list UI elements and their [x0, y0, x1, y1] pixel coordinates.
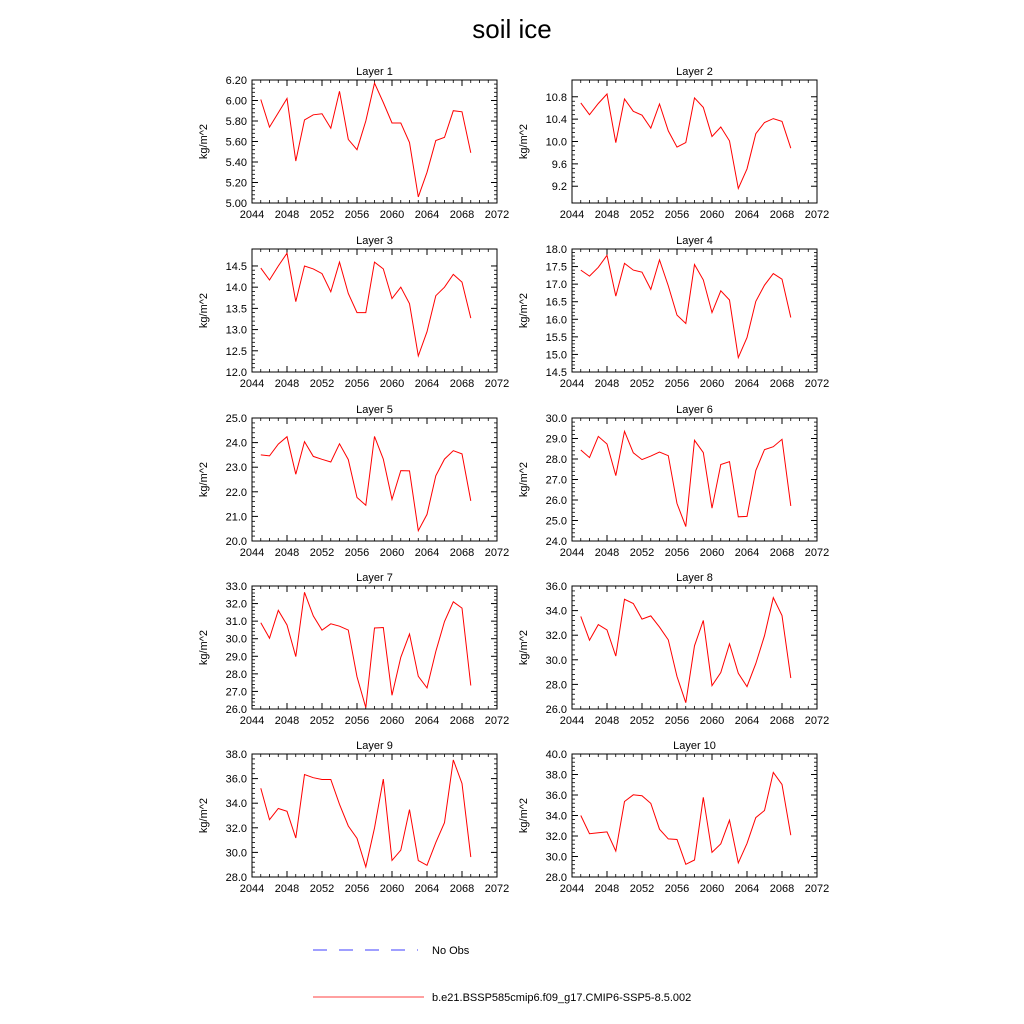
series-line	[261, 253, 471, 356]
x-tick-label: 2044	[559, 547, 585, 559]
x-tick-label: 2068	[449, 209, 475, 221]
x-tick-label: 2072	[484, 378, 510, 390]
y-tick-label: 27.0	[545, 474, 567, 487]
y-tick-label: 28.0	[545, 454, 567, 466]
panel-layer-9	[198, 740, 509, 895]
panel-layer-10	[518, 740, 829, 895]
panel-title: Layer 1	[356, 66, 393, 78]
x-tick-label: 2052	[629, 715, 655, 727]
y-tick-label: 25.0	[545, 515, 567, 528]
x-tick-label: 2048	[594, 209, 620, 221]
x-tick-label: 2052	[309, 209, 335, 221]
x-tick-label: 2044	[559, 209, 585, 221]
x-tick-label: 2052	[309, 378, 335, 390]
panel-title: Layer 10	[673, 740, 716, 752]
y-tick-label: 24.0	[545, 536, 567, 548]
y-tick-label: 32.0	[225, 598, 247, 611]
y-tick-label: 31.0	[225, 616, 247, 629]
x-tick-label: 2056	[344, 715, 370, 727]
x-tick-label: 2048	[594, 547, 620, 559]
x-tick-label: 2048	[274, 715, 300, 727]
y-tick-label: 34.0	[545, 605, 567, 618]
legend-model-label: b.e21.BSSP585cmip6.f09_g17.CMIP6-SSP5-8.5.002	[432, 992, 692, 1004]
y-tick-label: 30.0	[225, 633, 247, 646]
x-tick-label: 2056	[344, 883, 370, 895]
y-tick-label: 12.5	[225, 345, 247, 358]
panel-title: Layer 3	[356, 235, 393, 247]
y-tick-label: 29.0	[225, 651, 247, 664]
series-line	[581, 94, 791, 189]
y-tick-label: 10.4	[545, 114, 567, 127]
x-tick-label: 2072	[804, 883, 830, 895]
y-tick-label: 30.0	[225, 847, 247, 860]
series-line	[261, 436, 471, 530]
y-tick-label: 17.0	[545, 279, 567, 292]
panel-layer-7	[198, 572, 509, 727]
y-tick-label: 30.0	[545, 413, 567, 425]
y-tick-label: 14.5	[545, 367, 567, 379]
y-tick-label: 14.0	[225, 282, 247, 295]
x-tick-label: 2072	[484, 547, 510, 559]
y-tick-label: 38.0	[545, 769, 567, 782]
y-tick-label: 34.0	[225, 798, 247, 811]
x-tick-label: 2068	[449, 715, 475, 727]
y-tick-label: 22.0	[225, 486, 247, 499]
chart-title: soil ice	[472, 14, 552, 44]
x-tick-label: 2068	[769, 209, 795, 221]
panel-layer-6	[518, 404, 829, 559]
x-tick-label: 2044	[559, 883, 585, 895]
y-tick-label: 10.0	[545, 136, 567, 149]
x-tick-label: 2064	[414, 547, 440, 559]
x-tick-label: 2064	[734, 883, 760, 895]
x-tick-label: 2060	[379, 209, 405, 221]
panel-title: Layer 8	[676, 572, 713, 584]
y-tick-label: 26.0	[545, 495, 567, 507]
x-tick-label: 2052	[309, 883, 335, 895]
y-tick-label: 9.2	[551, 181, 567, 194]
x-tick-label: 2064	[734, 378, 760, 390]
y-tick-label: 15.0	[545, 349, 567, 362]
y-tick-label: 20.0	[225, 536, 247, 548]
y-tick-label: 5.40	[225, 157, 247, 169]
x-tick-label: 2044	[559, 378, 585, 390]
x-tick-label: 2056	[344, 209, 370, 221]
series-line	[581, 772, 791, 864]
series-line	[581, 255, 791, 357]
x-tick-label: 2056	[664, 715, 690, 727]
x-tick-label: 2060	[379, 883, 405, 895]
y-tick-label: 13.5	[225, 303, 247, 316]
y-tick-label: 32.0	[225, 822, 247, 835]
panel-layer-5	[198, 404, 509, 559]
x-tick-label: 2052	[629, 547, 655, 559]
y-tick-label: 33.0	[225, 581, 247, 593]
x-tick-label: 2052	[309, 547, 335, 559]
y-axis-label: kg/m^2	[518, 797, 530, 834]
panel-title: Layer 9	[356, 740, 393, 752]
legend-obs-label: No Obs	[432, 945, 470, 957]
y-tick-label: 9.6	[551, 158, 567, 171]
x-tick-label: 2056	[664, 378, 690, 390]
panel-layer-1	[198, 66, 509, 221]
y-tick-label: 23.0	[225, 462, 247, 475]
x-tick-label: 2064	[734, 547, 760, 559]
x-tick-label: 2044	[559, 715, 585, 727]
y-axis-label: kg/m^2	[198, 629, 210, 666]
y-tick-label: 30.0	[545, 851, 567, 864]
y-tick-label: 28.0	[545, 872, 567, 884]
y-tick-label: 13.0	[225, 324, 247, 337]
y-tick-label: 5.80	[225, 116, 247, 128]
series-line	[261, 592, 471, 707]
x-tick-label: 2052	[629, 209, 655, 221]
y-tick-label: 16.5	[545, 296, 567, 309]
plot-frame	[252, 249, 497, 372]
panel-title: Layer 2	[676, 66, 713, 78]
x-tick-label: 2060	[379, 378, 405, 390]
y-axis-label: kg/m^2	[198, 797, 210, 834]
panel-layer-4	[518, 235, 829, 390]
x-tick-label: 2064	[734, 209, 760, 221]
x-tick-label: 2048	[594, 883, 620, 895]
x-tick-label: 2072	[804, 378, 830, 390]
y-tick-label: 14.5	[225, 260, 247, 273]
x-tick-label: 2068	[769, 378, 795, 390]
x-tick-label: 2048	[594, 378, 620, 390]
y-tick-label: 26.0	[545, 704, 567, 716]
x-tick-label: 2060	[379, 547, 405, 559]
x-tick-label: 2060	[699, 378, 725, 390]
x-tick-label: 2044	[239, 209, 265, 221]
y-tick-label: 38.0	[225, 749, 247, 761]
y-tick-label: 5.20	[225, 177, 247, 190]
series-line	[581, 431, 791, 526]
x-tick-label: 2068	[449, 883, 475, 895]
panel-title: Layer 5	[356, 404, 393, 416]
y-tick-label: 29.0	[545, 433, 567, 446]
series-line	[261, 83, 471, 197]
plot-frame	[572, 418, 817, 541]
x-tick-label: 2048	[274, 378, 300, 390]
x-tick-label: 2060	[699, 883, 725, 895]
y-axis-label: kg/m^2	[518, 292, 530, 329]
x-tick-label: 2064	[734, 715, 760, 727]
y-tick-label: 28.0	[225, 668, 247, 681]
y-tick-label: 26.0	[225, 704, 247, 716]
x-tick-label: 2068	[769, 883, 795, 895]
y-axis-label: kg/m^2	[198, 123, 210, 160]
x-tick-label: 2048	[274, 883, 300, 895]
y-tick-label: 27.0	[225, 686, 247, 699]
y-tick-label: 32.0	[545, 831, 567, 843]
y-tick-label: 6.20	[225, 75, 247, 87]
y-tick-label: 34.0	[545, 810, 567, 823]
x-tick-label: 2044	[239, 378, 265, 390]
x-tick-label: 2060	[379, 715, 405, 727]
series-line	[581, 598, 791, 703]
y-tick-label: 36.0	[545, 581, 567, 593]
plot-frame	[252, 586, 497, 709]
x-tick-label: 2052	[309, 715, 335, 727]
y-tick-label: 6.00	[225, 95, 247, 108]
y-tick-label: 5.00	[225, 198, 247, 210]
panel-layer-2	[518, 66, 829, 221]
x-tick-label: 2060	[699, 715, 725, 727]
x-tick-label: 2044	[239, 547, 265, 559]
y-axis-label: kg/m^2	[198, 461, 210, 498]
y-tick-label: 28.0	[545, 679, 567, 692]
x-tick-label: 2072	[484, 209, 510, 221]
x-tick-label: 2068	[449, 378, 475, 390]
y-tick-label: 36.0	[545, 790, 567, 802]
x-tick-label: 2048	[274, 209, 300, 221]
x-tick-label: 2072	[804, 209, 830, 221]
y-axis-label: kg/m^2	[518, 123, 530, 160]
x-tick-label: 2060	[699, 547, 725, 559]
panel-title: Layer 4	[676, 235, 713, 247]
x-tick-label: 2064	[414, 378, 440, 390]
x-tick-label: 2064	[414, 883, 440, 895]
x-tick-label: 2048	[274, 547, 300, 559]
panel-title: Layer 6	[676, 404, 713, 416]
x-tick-label: 2056	[344, 378, 370, 390]
x-tick-label: 2072	[484, 715, 510, 727]
y-tick-label: 25.0	[225, 413, 247, 425]
x-tick-label: 2068	[769, 715, 795, 727]
x-tick-label: 2072	[804, 715, 830, 727]
y-tick-label: 24.0	[225, 437, 247, 450]
x-tick-label: 2072	[804, 547, 830, 559]
x-tick-label: 2060	[699, 209, 725, 221]
x-tick-label: 2068	[449, 547, 475, 559]
x-tick-label: 2056	[664, 209, 690, 221]
y-tick-label: 40.0	[545, 749, 567, 761]
y-axis-label: kg/m^2	[518, 629, 530, 666]
x-tick-label: 2068	[769, 547, 795, 559]
panel-layer-8	[518, 572, 829, 727]
y-tick-label: 5.60	[225, 136, 247, 149]
y-tick-label: 16.0	[545, 314, 567, 327]
y-tick-label: 12.0	[225, 367, 247, 379]
x-tick-label: 2064	[414, 209, 440, 221]
x-tick-label: 2064	[414, 715, 440, 727]
y-tick-label: 17.5	[545, 261, 567, 274]
plot-frame	[252, 80, 497, 203]
x-tick-label: 2044	[239, 883, 265, 895]
x-tick-label: 2056	[664, 883, 690, 895]
panel-title: Layer 7	[356, 572, 393, 584]
x-tick-label: 2072	[484, 883, 510, 895]
x-tick-label: 2056	[344, 547, 370, 559]
y-axis-label: kg/m^2	[198, 292, 210, 329]
y-tick-label: 32.0	[545, 630, 567, 643]
y-axis-label: kg/m^2	[518, 461, 530, 498]
series-line	[261, 760, 471, 867]
panel-layer-3	[198, 235, 509, 390]
y-tick-label: 28.0	[225, 872, 247, 884]
y-tick-label: 18.0	[545, 244, 567, 256]
y-tick-label: 10.8	[545, 91, 567, 104]
x-tick-label: 2052	[629, 378, 655, 390]
y-tick-label: 36.0	[225, 773, 247, 786]
y-tick-label: 30.0	[545, 654, 567, 667]
y-tick-label: 21.0	[225, 511, 247, 524]
x-tick-label: 2052	[629, 883, 655, 895]
x-tick-label: 2056	[664, 547, 690, 559]
x-tick-label: 2048	[594, 715, 620, 727]
y-tick-label: 15.5	[545, 331, 567, 344]
x-tick-label: 2044	[239, 715, 265, 727]
